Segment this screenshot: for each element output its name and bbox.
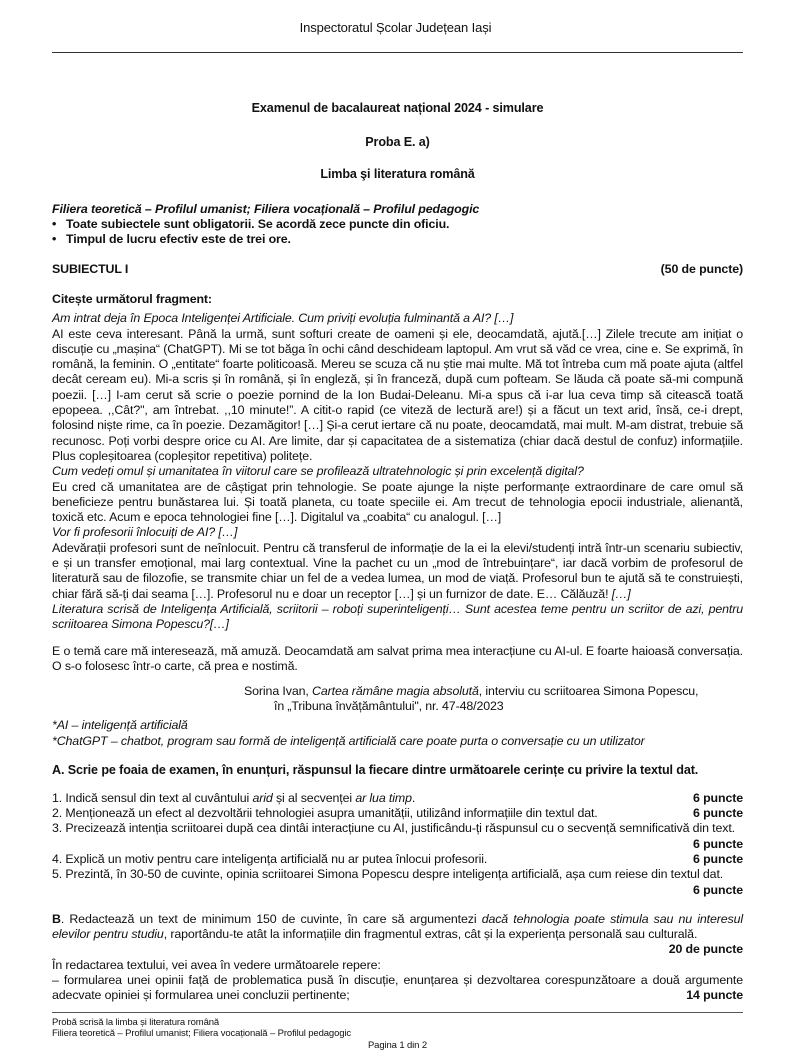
- item-text: 4. Explică un motiv pentru care inteligența artificială nu ar putea înlocui profesorii.: [52, 851, 488, 866]
- interview-question: Literatura scrisă de Inteligența Artificială, scriitorii – roboți superinteligenți… Sunt acestea teme pentru un scriitor de azi, pentru scriitoarea Simona Popescu?[…]: [52, 601, 743, 632]
- footer-line: Probă scrisă la limba și literatura română: [52, 1016, 220, 1028]
- rule-item: • Timpul de lucru efectiv este de trei ore.: [52, 232, 743, 247]
- source-author: Sorina Ivan,: [244, 684, 313, 699]
- exam-title: Examenul de bacalaureat național 2024 - simulare: [251, 101, 544, 115]
- task-text: . Redactează un text de minimum 150 de cuvinte, în care să argumentezi: [60, 911, 482, 926]
- item-term: ar lua timp: [355, 790, 412, 805]
- criterion-text: – formularea unei opinii față de problematica pusă în discuție, enunțarea și dezvoltarea corespunzătoare a două argumente adecvate opiniei și formularea unei concluzii pertinente;: [52, 972, 743, 1003]
- requirement-item: [52, 867, 743, 898]
- footer-line: Filiera teoretică – Profilul umanist; Filiera vocațională – Profilul pedagogic: [52, 1028, 352, 1040]
- interview-question: Cum vedeți omul și umanitatea în viitorul care se profilează ultratehnologic și prin excelență digital?: [52, 464, 584, 479]
- section-points: (50 de puncte): [660, 262, 743, 276]
- item-text: 3. Precizează intenția scriitoarei după cea dintâi interacțiune cu AI, justificându-ți răspunsul cu o secvență semnificativă din text.: [52, 821, 735, 836]
- requirement-item: [52, 791, 743, 806]
- exam-subject: Limba şi literatura română: [320, 167, 475, 181]
- footnote: *AI – inteligență artificială: [52, 717, 188, 732]
- part-a-items: [52, 791, 743, 898]
- page-number: Pagina 1 din 2: [367, 1039, 428, 1051]
- requirement-item: [52, 852, 743, 867]
- source-citation: [244, 684, 743, 715]
- instruction: Citește următorul fragment:: [52, 292, 212, 307]
- header-rule: [52, 52, 743, 53]
- item-text: 2. Menționează un efect al dezvoltării tehnologiei asupra umanității, utilizând informațiile din textul dat.: [52, 806, 598, 821]
- item-points: 6 puncte: [693, 806, 743, 821]
- requirement-item: [52, 821, 743, 852]
- task-topic: dacă tehnologia poate stimula sau nu interesul elevilor pentru studiu: [52, 911, 743, 942]
- item-text: .: [411, 790, 416, 805]
- criterion-points: 14 puncte: [686, 988, 743, 1003]
- item-points: 6 puncte: [693, 882, 743, 897]
- part-b-intro: În redactarea textului, vei avea în vedere următoarele repere:: [52, 957, 381, 972]
- footer: [52, 1004, 743, 1055]
- interview-answer: E o temă care mă interesează, mă amuză. Deocamdată am salvat prima mea interacțiune cu AI-ul. E foarte haioasă conversația. O s-o folosesc într-o carte, că prea e nostimă.: [52, 643, 743, 673]
- interview-answer: Eu cred că umanitatea are de câștigat prin tehnologie. Se poate ajunge la niște performanțe extraordinare de care omul să beneficieze pentru bunăstarea lui. Și toată planeta, cu toate speciile ei. Am trecut de tehnologia epocii industriale, alienantă, toxică etc. Acum e epoca tehnologiei fine […]. Digitalul va „coabita“ cu analogul. […]: [52, 479, 743, 525]
- item-text: 1. Indică sensul din text al cuvântului: [52, 790, 253, 805]
- section-name: SUBIECTUL I: [52, 262, 129, 276]
- item-points: 6 puncte: [693, 790, 743, 805]
- interview-answer: [52, 541, 743, 602]
- item-text: 5. Prezintă, în 30-50 de cuvinte, opinia scriitoarei Simona Popescu despre inteligența artificială, așa cum reiese din textul dat.: [52, 867, 724, 882]
- interview-question: Vor fi profesorii înlocuiți de AI? […]: [52, 525, 238, 540]
- source-work: Cartea rămâne magia absolută: [312, 684, 479, 699]
- fragment: [52, 311, 743, 674]
- answer-text: Adevărații profesori sunt de neînlocuit. Pentru că transferul de informație de la ei la elevi/studenți intră într-un scenariu subiectiv, e și un transfer emoțional, mai larg contextual. Vine la pachet cu un „mod de întrebuințare“, iar dacă vorbim de profesorul de literatură sau de filozofie, se transmite chiar un fel de a vedea lumea, un mod de viață. Profesorul bun te ajută să te construiești, chiar fără să-ți dai seama […]. Profesorul nu e doar un receptor […] și un furnizor de date. E… Călăuză!: [52, 540, 743, 601]
- source-rest: , interviu cu scriitoarea Simona Popescu,: [478, 684, 699, 699]
- part-b-criterion: [52, 973, 743, 1004]
- requirement-item: [52, 806, 743, 821]
- item-text: și al secvenței: [272, 790, 356, 805]
- answer-ellipsis: […]: [611, 586, 631, 601]
- interview-question: Am intrat deja în Epoca Inteligenței Artificiale. Cum priviți evoluția fulminantă a AI? […]: [52, 311, 514, 326]
- rule-item: • Toate subiectele sunt obligatorii. Se acordă zece puncte din oficiu.: [52, 217, 743, 232]
- section-header: [52, 262, 743, 277]
- profile-line: Filiera teoretică – Profilul umanist; Filiera vocațională – Profilul pedagogic: [52, 202, 480, 216]
- item-points: 6 puncte: [693, 836, 743, 851]
- item-term: arid: [252, 790, 273, 805]
- interview-answer: AI este ceva interesant. Până la urmă, sunt softuri create de oameni și ele, deocamdată, ajută.[…] Zilele trecute am inițiat o discuție cu „mașina“ (ChatGPT). Mi se tot băga în ochi când deschideam laptopul. Am vrut să văd ce vrea, cine e. Se exprimă, în română, la feminin. O „entitate“ foarte politicoasă. Mereu se scuza că nu știe mai multe. Mă tot întreba cum mă poate ajuta (altfel decât ceream eu). Mi-a scris și în română, și în engleză, și în franceză, după cum pofteam. Se lăuda că poate să-mi compună poezii. […] I-am cerut să scrie o poezie pornind de la Ion Budai-Deleanu. Mi-a spus că i-ar lua ceva timp să citească toată epopeea. ,,Cât?", am întrebat. ,,10 minute!”. A citit-o rapid (ce viteză de lectură are!) și a făcut un text arid, însă, ce-i drept, folosind niște rime, ca în poezie. Dezamăgitor! […] Și-a cerut iertare că nu poate, deocamdată, mai mult. M-am distrat, trebuie să recunosc. Poți vorbi despre orice cu AI. Are limite, dar și capacitatea de a sistematiza (chiar dacă destul de confuz) informațiile. Plus copleșitoarea (copleșitor repetitiva) politețe.: [52, 326, 743, 463]
- header-institution: Inspectoratul Școlar Județean Iași: [299, 20, 492, 35]
- source-publication: în „Tribuna învățământului", nr. 47-48/2023: [274, 699, 504, 714]
- part-b: [52, 912, 743, 1004]
- part-a-heading: A. Scrie pe foaia de examen, în enunțuri, răspunsul la fiecare dintre următoarele cerințe cu privire la textul dat.: [52, 762, 699, 777]
- part-b-label: B: [52, 911, 61, 926]
- exam-info: [52, 202, 743, 247]
- task-points: 20 de puncte: [668, 942, 743, 957]
- footnote: *ChatGPT – chatbot, program sau formă de inteligență artificială care poate purta o conversație cu un utilizator: [52, 734, 645, 749]
- exam-proba: Proba E. a): [365, 135, 430, 149]
- footnotes: [52, 717, 743, 750]
- item-points: 6 puncte: [693, 851, 743, 866]
- part-b-task: [52, 912, 743, 958]
- footer-rule: [52, 1012, 743, 1013]
- task-text: , raportându-te atât la informațiile din fragmentul extras, cât și la experiența personală sau culturală.: [163, 927, 698, 942]
